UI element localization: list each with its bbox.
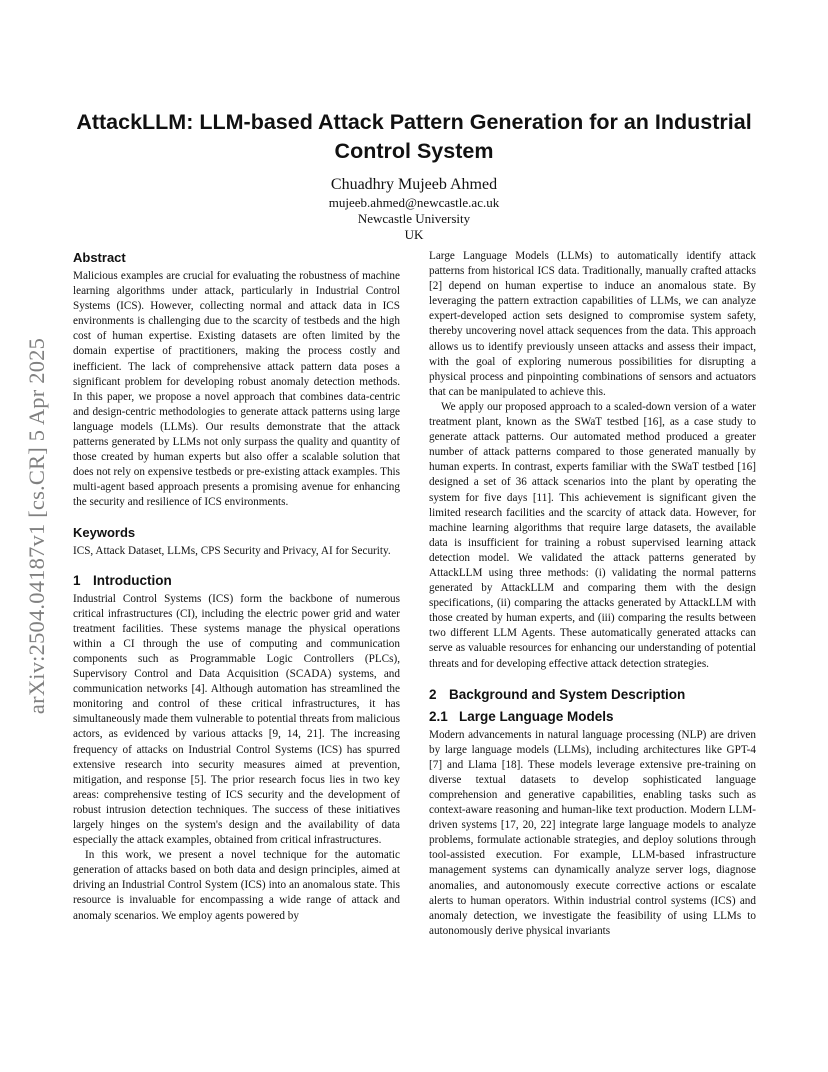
intro-paragraph-3: Large Language Models (LLMs) to automatically identify attack patterns from historical ICS data. Traditionally, manually crafted attacks [2] depend on human expertise to induce an anomalous state. By leveraging the pattern extraction capabilities of LLMs, we can analyze expert-developed action sets designed to compromise system safety, thereby uncovering novel attack sequences from the data. This approach allows us to identify previously unseen attacks and assess their impact, with the goal of exploring numerous possibilities for disrupting a physical process and pinpointing combinations of sensors and actuators that can be manipulated to achieve this. [429, 250, 756, 398]
subsection-title: Large Language Models [459, 708, 614, 724]
llm-subsection-heading [429, 708, 756, 726]
author-institution: Newcastle University [357, 211, 471, 226]
right-column [429, 249, 756, 939]
section-title: Introduction [93, 572, 172, 588]
abstract-text: Malicious examples are crucial for evaluating the robustness of machine learning algorithms under attack, particularly in Industrial Control Systems (ICS). However, collecting normal and attack data in ICS environments is challenging due to the scarcity of testbeds and the high cost of human expertise. Existing datasets are often limited by the domain expertise of practitioners, making the process costly and inefficient. The lack of comprehensive attack pattern data poses a significant problem for developing robust anomaly detection methods. In this paper, we propose a novel approach that combines data-centric and design-centric methodologies to generate attack patterns using large language models (LLMs). Our results demonstrate that the attack patterns generated by LLMs not only surpass the quality and quantity of those created by human experts but also offer a scalable solution that does not rely on expensive testbeds or pre-existing attack examples. This multi-agent based approach presents a promising avenue for enhancing the security and resilience of ICS environments. [73, 270, 400, 509]
keywords-text: ICS, Attack Dataset, LLMs, CPS Security and Privacy, AI for Security. [73, 544, 391, 557]
keywords-heading: Keywords [73, 524, 136, 540]
section-title: Background and System Description [449, 686, 686, 702]
author-country: UK [404, 227, 424, 242]
background-heading [429, 686, 756, 704]
abstract-heading: Abstract [73, 250, 126, 265]
author-email[interactable]: mujeeb.ahmed@newcastle.ac.uk [328, 195, 500, 210]
subsection-number: 2.1 [429, 708, 448, 724]
arxiv-identifier: arXiv:2504.04187v1 [cs.CR] 5 Apr 2025 [24, 337, 49, 715]
author-block [60, 175, 768, 243]
intro-paragraph-2: In this work, we present a novel technique for the automatic generation of attacks based on both data and design principles, aimed at driving an Industrial Control System (ICS) into an anomalous state. This resource is invaluable for encompassing a wide range of attack and anomaly scenarios. We employ agents powered by [73, 849, 400, 922]
intro-paragraph-4: We apply our proposed approach to a scaled-down version of a water treatment plant, known as the SWaT testbed [16], as a case study to generate attack patterns. Our automated method produced a greater number of attack patterns compared to those generated manually by human experts. In contrast, experts familiar with the SWaT testbed [16] designed a set of 36 attack scenarios into the plant by operating the system for five days [11]. This achievement is significant given the limited research facilities and the scarcity of attack data. However, for machine learning algorithms that require large datasets, the available data is insufficient for training a robust supervised learning attack detection model. We validated the attack patterns generated by AttackLLM using three methods: (i) validating the normal patterns generated by AttackLLM and comparing them with the design specifications, (ii) comparing the attacks generated by AttackLLM with those created by human experts, and (iii) comparing the results between two different LLM Agents. These automatically generated attacks can serve as valuable resources for enhancing our understanding of potential threats and for developing effective attack detection strategies. [429, 400, 756, 670]
arxiv-sidebar [26, 291, 48, 761]
section-number: 2 [429, 686, 437, 702]
section-number: 1 [73, 572, 81, 588]
intro-paragraph-1: Industrial Control Systems (ICS) form the backbone of numerous critical infrastructures (CI), including the electric power grid and water treatment facilities. These systems manage the physical operations within a CI through the use of computing and communication components such as Programmable Logic Controllers (PLCs), Supervisory Control and Data Acquisition (SCADA) systems, and communication networks [4]. Although automation has streamlined the monitoring and control of these critical infrastructures, it has simultaneously made them vulnerable to potential threats from malicious actors, as evidenced by various attacks [9, 14, 21]. The increasing frequency of attacks on Industrial Control Systems (ICS) has spurred extensive research into security measures aimed at prevention, mitigation, and response [5]. The prior research focus lies in two key areas: comprehensive testing of ICS security and the development of robust intrusion detection techniques. The success of these initiatives largely hinges on the system's design and the availability of data especially the attack examples, obtained from critical infrastructures. [73, 592, 400, 847]
paper-title: AttackLLM: LLM-based Attack Pattern Generation for an Industrial Control System [76, 110, 752, 163]
llm-paragraph-1: Modern advancements in natural language processing (NLP) are driven by large language models (LLMs), including architectures like GPT-4 [7] and Llama [18]. These models leverage extensive pre-training on diverse textual datasets to develop sophisticated language comprehension and generative capabilities, enabling tasks such as context-aware reasoning and human-like text production. Modern LLM-driven systems [17, 20, 22] integrate large language models to analyze problems, formulate actionable strategies, and deploy solutions through tool-assisted execution. For example, LLM-based infrastructure management systems can dynamically analyze server logs, diagnose anomalies, and autonomously execute corrective actions or escalate alerts to human operators. Within industrial control systems (ICS) and anomaly detection, we investigate the feasibility of using LLMs to autonomously derive physical invariants [429, 728, 756, 937]
left-column [73, 249, 400, 924]
author-name: Chuadhry Mujeeb Ahmed [330, 176, 498, 193]
introduction-heading [73, 572, 400, 590]
